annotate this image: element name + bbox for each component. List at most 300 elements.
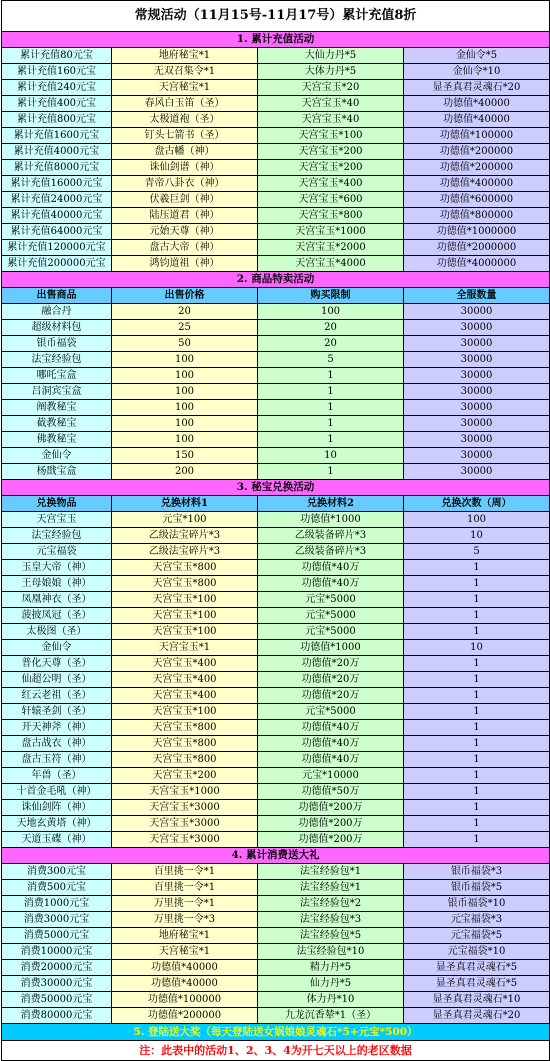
consume-row-cell: 消费80000元宝 [2,1008,112,1024]
recharge-row-cell: 天宫宝玉*400 [258,176,404,192]
consume-row-cell: 消费5000元宝 [2,928,112,944]
exchange-row-cell: 1 [404,752,550,768]
sale-row-cell: 金仙令 [2,448,112,464]
sale-row [2,352,550,368]
sale-row-cell: 50 [112,336,258,352]
exchange-row-cell: 1 [404,688,550,704]
section-3-heading-row [2,480,550,496]
consume-row-cell: 法宝经验包*10 [258,944,404,960]
exchange-row [2,752,550,768]
sale-row-cell: 1 [258,464,404,480]
exchange-row-cell: 法宝经验包 [2,528,112,544]
consume-row-cell: 百里挑一令*1 [112,864,258,880]
exchange-row-cell: 开天神斧（神） [2,720,112,736]
recharge-row-cell: 累计充值800元宝 [2,112,112,128]
sale-row-cell: 1 [258,432,404,448]
recharge-row-cell: 累计充值200000元宝 [2,256,112,272]
exchange-row [2,528,550,544]
sale-row-cell: 20 [112,304,258,320]
consume-row-cell: 消费300元宝 [2,864,112,880]
activity-table [1,0,550,1061]
exchange-row-cell: 功德值*200万 [258,800,404,816]
exchange-row-cell: 100 [404,512,550,528]
exchange-row-cell: 功德值*40万 [258,560,404,576]
sale-row-cell: 30000 [404,368,550,384]
consume-row-cell: 法宝经验包*1 [258,880,404,896]
consume-row [2,1008,550,1024]
exchange-row-cell: 元宝*5000 [258,704,404,720]
consume-row-cell: 元宝福袋*3 [404,912,550,928]
consume-row-cell: 功德值*200000 [112,1008,258,1024]
exchange-row-cell: 天宫宝玉*400 [112,672,258,688]
consume-row-cell: 法宝经验包*2 [258,896,404,912]
consume-row-cell: 元宝福袋*5 [404,928,550,944]
sale-row-cell: 杨戬宝盒 [2,464,112,480]
recharge-row [2,256,550,272]
recharge-row-cell: 累计充值160元宝 [2,64,112,80]
exchange-row-cell: 元宝*5000 [258,624,404,640]
recharge-row-cell: 天宫宝玉*200 [258,160,404,176]
exchange-row-cell: 功德值*1000 [258,512,404,528]
recharge-row-cell: 功德值*400000 [404,176,550,192]
exchange-row-cell: 1 [404,720,550,736]
exchange-row-cell: 1 [404,576,550,592]
sale-row [2,320,550,336]
exchange-row-cell: 1 [404,736,550,752]
footnote: 注：此表中的活动1、2、3、4为开七天以上的老区数据 [2,1041,550,1061]
sale-header-row [2,288,550,304]
column-header: 兑换材料2 [258,496,404,512]
column-header: 出售商品 [2,288,112,304]
activity-sheet [1,0,549,1061]
sale-row-cell: 30000 [404,448,550,464]
exchange-row-cell: 1 [404,608,550,624]
exchange-row [2,832,550,848]
sale-row-cell: 融合丹 [2,304,112,320]
exchange-row-cell: 10 [404,528,550,544]
sale-row [2,464,550,480]
footnote-row [2,1041,550,1061]
sale-row-cell: 5 [258,352,404,368]
exchange-row-cell: 天宫宝玉*100 [112,624,258,640]
recharge-row-cell: 功德值*2000000 [404,240,550,256]
consume-row-cell: 法宝经验包*3 [258,912,404,928]
recharge-row-cell: 功德值*100000 [404,128,550,144]
exchange-row-cell: 1 [404,592,550,608]
exchange-row-cell: 1 [404,656,550,672]
recharge-row-cell: 盘古幡（神） [112,144,258,160]
recharge-row-cell: 累计充值120000元宝 [2,240,112,256]
exchange-row-cell: 功德值*20万 [258,688,404,704]
consume-row [2,912,550,928]
recharge-row-cell: 功德值*200000 [404,144,550,160]
exchange-row-cell: 1 [404,784,550,800]
sale-row-cell: 100 [112,368,258,384]
sale-row-cell: 30000 [404,416,550,432]
exchange-row-cell: 功德值*40万 [258,720,404,736]
exchange-row-cell: 功德值*50万 [258,784,404,800]
exchange-row-cell: 乙级装备碎片*3 [258,528,404,544]
recharge-row-cell: 累计充值4000元宝 [2,144,112,160]
recharge-row-cell: 钉头七箭书（圣） [112,128,258,144]
sale-row-cell: 10 [258,448,404,464]
recharge-row-cell: 金仙令*5 [404,48,550,64]
column-header: 全服数量 [404,288,550,304]
exchange-row-cell: 金仙令 [2,640,112,656]
sale-row [2,384,550,400]
recharge-row-cell: 伏羲巨剑（神） [112,192,258,208]
consume-row-cell: 体力丹*10 [258,992,404,1008]
exchange-row-cell: 年兽（圣） [2,768,112,784]
recharge-row-cell: 大仙力丹*5 [258,48,404,64]
recharge-row-cell: 大体力丹*5 [258,64,404,80]
exchange-row-cell: 盘古玉符（神） [2,752,112,768]
sale-row-cell: 30000 [404,432,550,448]
sale-row-cell: 30000 [404,304,550,320]
exchange-row [2,512,550,528]
recharge-row-cell: 累计充值80元宝 [2,48,112,64]
recharge-row [2,144,550,160]
exchange-row-cell: 元宝*100 [112,512,258,528]
recharge-row [2,80,550,96]
section-2-heading-row [2,272,550,288]
recharge-row-cell: 累计充值16000元宝 [2,176,112,192]
exchange-row-cell: 轩辕圣剑（圣） [2,704,112,720]
exchange-row-cell: 天宫宝玉 [2,512,112,528]
exchange-row-cell: 天宫宝玉*1000 [112,784,258,800]
sale-row-cell: 100 [258,304,404,320]
exchange-row-cell: 功德值*20万 [258,672,404,688]
sale-row-cell: 100 [112,416,258,432]
sale-row-cell: 20 [258,336,404,352]
consume-row-cell: 功德值*40000 [112,960,258,976]
exchange-row-cell: 功德值*20万 [258,656,404,672]
consume-row-cell: 银币福袋*5 [404,880,550,896]
sale-row-cell: 30000 [404,384,550,400]
exchange-row-cell: 1 [404,672,550,688]
exchange-row [2,576,550,592]
title-row [2,1,550,32]
exchange-row [2,816,550,832]
exchange-row-cell: 元宝*5000 [258,608,404,624]
exchange-row-cell: 天宫宝玉*800 [112,720,258,736]
sale-row [2,448,550,464]
sale-row [2,368,550,384]
exchange-row [2,560,550,576]
recharge-row-cell: 元始天尊（神） [112,224,258,240]
sale-row-cell: 100 [112,400,258,416]
consume-row-cell: 功德值*100000 [112,992,258,1008]
recharge-row [2,112,550,128]
sale-row-cell: 30000 [404,464,550,480]
recharge-row-cell: 春风白玉笛（圣） [112,96,258,112]
recharge-row-cell: 累计充值1600元宝 [2,128,112,144]
recharge-row-cell: 太极道袍（圣） [112,112,258,128]
exchange-row-cell: 1 [404,624,550,640]
recharge-row-cell: 地府秘宝*1 [112,48,258,64]
recharge-row-cell: 盘古大帝（神） [112,240,258,256]
consume-row-cell: 消费500元宝 [2,880,112,896]
sale-row [2,416,550,432]
consume-row-cell: 消费20000元宝 [2,960,112,976]
exchange-row-cell: 天宫宝玉*800 [112,736,258,752]
exchange-row-cell: 1 [404,560,550,576]
exchange-row-cell: 功德值*40万 [258,736,404,752]
recharge-row-cell: 天宫宝玉*4000 [258,256,404,272]
sale-row [2,304,550,320]
exchange-row-cell: 盘古战衣（神） [2,736,112,752]
consume-row-cell: 法宝经验包*5 [258,928,404,944]
exchange-row [2,768,550,784]
exchange-row-cell: 天宫宝玉*800 [112,752,258,768]
sale-row-cell: 30000 [404,336,550,352]
consume-row [2,944,550,960]
recharge-row [2,224,550,240]
section-4-heading: 4. 累计消费送大礼 [2,848,550,864]
exchange-row-cell: 元宝福袋 [2,544,112,560]
section-1-heading: 1. 累计充值活动 [2,32,550,48]
sale-row [2,432,550,448]
sale-row-cell: 1 [258,400,404,416]
exchange-row [2,640,550,656]
exchange-header-row [2,496,550,512]
page-title: 常规活动（11月15号-11月17号）累计充值8折 [2,1,550,32]
recharge-row [2,160,550,176]
exchange-row [2,656,550,672]
exchange-row-cell: 诛仙剑阵（神） [2,800,112,816]
sale-row-cell: 30000 [404,320,550,336]
exchange-row-cell: 10 [404,640,550,656]
recharge-row [2,48,550,64]
exchange-row-cell: 菠披凤冠（圣） [2,608,112,624]
recharge-row-cell: 功德值*40000 [404,96,550,112]
sale-row-cell: 100 [112,384,258,400]
exchange-row-cell: 1 [404,704,550,720]
sale-row-cell: 1 [258,416,404,432]
column-header: 兑换材料1 [112,496,258,512]
exchange-row-cell: 玉皇大帝（神） [2,560,112,576]
sale-row-cell: 1 [258,384,404,400]
section-1-heading-row [2,32,550,48]
exchange-row [2,688,550,704]
column-header: 出售价格 [112,288,258,304]
recharge-row-cell: 累计充值24000元宝 [2,192,112,208]
consume-row-cell: 地府秘宝*1 [112,928,258,944]
consume-row-cell: 消费1000元宝 [2,896,112,912]
recharge-row-cell: 累计充值8000元宝 [2,160,112,176]
exchange-row-cell: 乙级装备碎片*3 [258,544,404,560]
exchange-row-cell: 元宝*5000 [258,592,404,608]
exchange-row-cell: 天宫宝玉*100 [112,592,258,608]
consume-row-cell: 元宝福袋*10 [404,944,550,960]
column-header: 购买限制 [258,288,404,304]
consume-row-cell: 功德值*40000 [112,976,258,992]
recharge-row-cell: 天宫宝玉*800 [258,208,404,224]
exchange-row-cell: 仙超公明（圣） [2,672,112,688]
exchange-row [2,704,550,720]
exchange-row [2,800,550,816]
recharge-row-cell: 天宫宝玉*1000 [258,224,404,240]
recharge-row [2,128,550,144]
sale-row [2,336,550,352]
consume-row-cell: 消费10000元宝 [2,944,112,960]
consume-row-cell: 万里挑一令*1 [112,896,258,912]
exchange-row-cell: 元宝*10000 [258,768,404,784]
recharge-row-cell: 天宫宝玉*2000 [258,240,404,256]
exchange-row-cell: 天宫宝玉*200 [112,768,258,784]
exchange-row-cell: 1 [404,816,550,832]
recharge-row-cell: 显圣真君灵魂石*20 [404,80,550,96]
consume-row-cell: 消费50000元宝 [2,992,112,1008]
section-4-heading-row [2,848,550,864]
exchange-row-cell: 功德值*40万 [258,752,404,768]
consume-row [2,976,550,992]
exchange-row [2,624,550,640]
recharge-row-cell: 功德值*1000000 [404,224,550,240]
consume-row-cell: 显圣真君灵魂石*20 [404,1008,550,1024]
consume-row-cell: 仙力丹*5 [258,976,404,992]
recharge-row-cell: 陆压道君（神） [112,208,258,224]
consume-row-cell: 银币福袋*3 [404,864,550,880]
recharge-row-cell: 青帝八卦衣（神） [112,176,258,192]
sale-row-cell: 截教秘宝 [2,416,112,432]
recharge-row-cell: 天宫宝玉*200 [258,144,404,160]
exchange-row-cell: 1 [404,768,550,784]
consume-row-cell: 消费3000元宝 [2,912,112,928]
consume-row-cell: 显圣真君灵魂石*5 [404,976,550,992]
consume-row-cell: 显圣真君灵魂石*10 [404,992,550,1008]
exchange-row-cell: 5 [404,544,550,560]
recharge-row [2,64,550,80]
exchange-row-cell: 红云老祖（圣） [2,688,112,704]
sale-row-cell: 100 [112,432,258,448]
exchange-row-cell: 凤凰神衣（圣） [2,592,112,608]
sale-row-cell: 法宝经验包 [2,352,112,368]
exchange-row-cell: 乙级法宝碎片*3 [112,544,258,560]
exchange-row-cell: 功德值*40万 [258,576,404,592]
exchange-row-cell: 功德值*200万 [258,832,404,848]
exchange-row-cell: 1 [404,800,550,816]
recharge-row-cell: 功德值*200000 [404,160,550,176]
sale-row-cell: 20 [258,320,404,336]
recharge-row-cell: 功德值*4000000 [404,256,550,272]
consume-row-cell: 九龙沉香辇*1（圣） [258,1008,404,1024]
exchange-row-cell: 天宫宝玉*800 [112,576,258,592]
sale-row-cell: 阐教秘宝 [2,400,112,416]
exchange-row [2,736,550,752]
column-header: 兑换次数（周） [404,496,550,512]
sale-row-cell: 100 [112,352,258,368]
sale-row-cell: 200 [112,464,258,480]
recharge-row-cell: 天宫宝玉*100 [258,128,404,144]
consume-row-cell: 百里挑一令*1 [112,880,258,896]
recharge-row-cell: 天宫宝玉*20 [258,80,404,96]
sale-row-cell: 超级材料包 [2,320,112,336]
exchange-row [2,544,550,560]
column-header: 兑换物品 [2,496,112,512]
consume-row-cell: 精力丹*5 [258,960,404,976]
sale-row-cell: 150 [112,448,258,464]
sale-row-cell: 佛教秘宝 [2,432,112,448]
exchange-row-cell: 天宫宝玉*100 [112,608,258,624]
exchange-row [2,592,550,608]
exchange-row-cell: 功德值*200万 [258,816,404,832]
exchange-row-cell: 天宫宝玉*400 [112,688,258,704]
recharge-row-cell: 天宫秘宝*1 [112,80,258,96]
sale-row-cell: 30000 [404,400,550,416]
recharge-row [2,208,550,224]
recharge-row-cell: 累计充值240元宝 [2,80,112,96]
exchange-row-cell: 普化天尊（圣） [2,656,112,672]
exchange-row-cell: 天道玉碟（神） [2,832,112,848]
recharge-row-cell: 天宫宝玉*600 [258,192,404,208]
consume-row-cell: 天宫秘宝*1 [112,944,258,960]
consume-row [2,880,550,896]
recharge-row [2,96,550,112]
recharge-row [2,240,550,256]
exchange-row-cell: 天宫宝玉*3000 [112,800,258,816]
exchange-row-cell: 1 [404,832,550,848]
consume-row [2,992,550,1008]
exchange-row-cell: 天地玄黄塔（神） [2,816,112,832]
exchange-row-cell: 太极图（圣） [2,624,112,640]
consume-row-cell: 消费30000元宝 [2,976,112,992]
recharge-row-cell: 诛仙剑谱（神） [112,160,258,176]
exchange-row-cell: 天宫宝玉*800 [112,560,258,576]
recharge-row-cell: 金仙令*10 [404,64,550,80]
section-3-heading: 3. 秘宝兑换活动 [2,480,550,496]
recharge-row-cell: 累计充值400元宝 [2,96,112,112]
consume-row-cell: 银币福袋*10 [404,896,550,912]
exchange-row-cell: 乙级法宝碎片*3 [112,528,258,544]
recharge-row-cell: 功德值*800000 [404,208,550,224]
consume-row [2,864,550,880]
recharge-row [2,176,550,192]
exchange-row-cell: 天宫宝玉*3000 [112,832,258,848]
exchange-row-cell: 天宫宝玉*100 [112,704,258,720]
recharge-row-cell: 功德值*40000 [404,112,550,128]
consume-row [2,960,550,976]
exchange-row-cell: 天宫宝玉*1 [112,640,258,656]
recharge-row-cell: 鸿钧道祖（神） [112,256,258,272]
sale-row-cell: 哪吒宝盒 [2,368,112,384]
consume-row [2,896,550,912]
recharge-row-cell: 累计充值64000元宝 [2,224,112,240]
sale-row-cell: 30000 [404,352,550,368]
exchange-row [2,672,550,688]
login-bonus-banner-row [2,1024,550,1041]
recharge-row-cell: 天宫宝玉*40 [258,112,404,128]
sale-row-cell: 1 [258,368,404,384]
recharge-row-cell: 累计充值40000元宝 [2,208,112,224]
sale-row [2,400,550,416]
exchange-row-cell: 天宫宝玉*400 [112,656,258,672]
recharge-row [2,192,550,208]
sale-row-cell: 25 [112,320,258,336]
login-bonus-banner: 5. 登陆送大奖（每天登陆送女娲娘娘灵魂石*5+元宝*500） [2,1024,550,1041]
consume-row-cell: 显圣真君灵魂石*5 [404,960,550,976]
exchange-row-cell: 王母娘娘（神） [2,576,112,592]
exchange-row [2,720,550,736]
section-2-heading: 2. 商品特卖活动 [2,272,550,288]
exchange-row-cell: 天宫宝玉*3000 [112,816,258,832]
recharge-row-cell: 无双召集令*1 [112,64,258,80]
sale-row-cell: 吕洞宾宝盒 [2,384,112,400]
sale-row-cell: 银币福袋 [2,336,112,352]
consume-row-cell: 法宝经验包*1 [258,864,404,880]
consume-row-cell: 万里挑一令*3 [112,912,258,928]
exchange-row-cell: 十首金毛吼（神） [2,784,112,800]
